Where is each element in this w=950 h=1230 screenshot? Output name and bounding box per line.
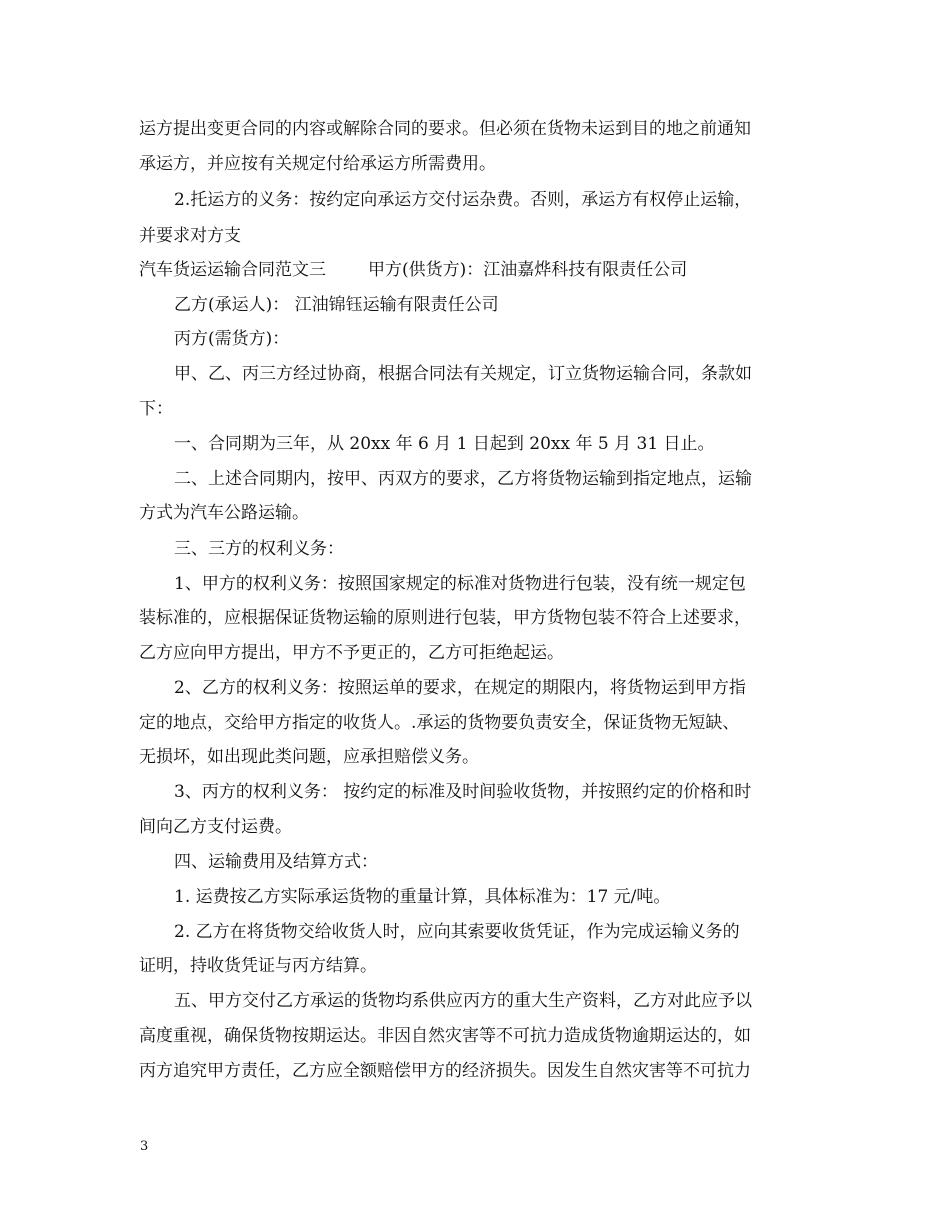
paragraph-line: 丙方追究甲方责任，乙方应全额赔偿甲方的经济损失。因发生自然灾害等不可抗力: [139, 1061, 751, 1081]
paragraph-line: 三、三方的权利义务：: [174, 539, 344, 559]
section-title: 汽车货运运输合同范文三: [139, 260, 326, 280]
paragraph-line: 运方提出变更合同的内容或解除合同的要求。但必须在货物未运到目的地之前通知: [139, 119, 751, 139]
paragraph-line: 间向乙方支付运费。: [139, 817, 292, 837]
paragraph-line: 证明，持收货凭证与丙方结算。: [139, 956, 377, 976]
paragraph-line: 承运方，并应按有关规定付给承运方所需费用。: [139, 154, 496, 174]
paragraph-line: 1、甲方的权利义务：按照国家规定的标准对货物进行包装，没有统一规定包: [174, 574, 746, 594]
paragraph-line: 并要求对方支: [139, 226, 241, 246]
paragraph-line: 2.托运方的义务：按约定向承运方交付运杂费。否则，承运方有权停止运输，: [174, 190, 752, 210]
section-heading-line: [139, 259, 819, 281]
paragraph-line: 2、乙方的权利义务：按照运单的要求，在规定的期限内，将货物运到甲方指: [174, 678, 746, 698]
party-c-line: 丙方(需货方)：: [174, 329, 290, 349]
paragraph-line: 二、上述合同期内，按甲、丙双方的要求，乙方将货物运输到指定地点，运输: [174, 469, 752, 489]
paragraph-line: 五、甲方交付乙方承运的货物均系供应丙方的重大生产资料，乙方对此应予以: [174, 991, 752, 1011]
paragraph-line: 高度重视，确保货物按期运达。非因自然灾害等不可抗力造成货物逾期运达的，如: [139, 1026, 751, 1046]
party-b-line: 乙方(承运人)： 江油锦钰运输有限责任公司: [174, 295, 499, 315]
page-number: 3: [140, 1139, 149, 1154]
paragraph-line: 3、丙方的权利义务： 按约定的标准及时间验收货物，并按照约定的价格和时: [174, 782, 752, 802]
paragraph-line: 一、合同期为三年，从 20xx 年 6 月 1 日起到 20xx 年 5 月 31 日止。: [174, 434, 715, 454]
party-a-line: 甲方(供货方)：江油嘉烨科技有限责任公司: [368, 260, 688, 280]
paragraph-line: 无损坏，如出现此类问题，应承担赔偿义务。: [139, 747, 479, 767]
paragraph-line: 1. 运费按乙方实际承运货物的重量计算，具体标准为：17 元/吨。: [174, 887, 671, 907]
paragraph-line: 下：: [139, 399, 173, 419]
paragraph-line: 2. 乙方在将货物交给收货人时，应向其索要收货凭证，作为完成运输义务的: [174, 922, 740, 942]
paragraph-line: 定的地点，交给甲方指定的收货人。.承运的货物要负责安全，保证货物无短缺、: [139, 713, 740, 733]
paragraph-line: 四、运输费用及结算方式：: [174, 852, 378, 872]
paragraph-line: 装标准的，应根据保证货物运输的原则进行包装，甲方货物包装不符合上述要求，: [139, 608, 751, 628]
paragraph-line: 方式为汽车公路运输。: [139, 503, 309, 523]
paragraph-line: 甲、乙、丙三方经过协商，根据合同法有关规定，订立货物运输合同，条款如: [174, 364, 752, 384]
paragraph-line: 乙方应向甲方提出，甲方不予更正的，乙方可拒绝起运。: [139, 643, 564, 663]
